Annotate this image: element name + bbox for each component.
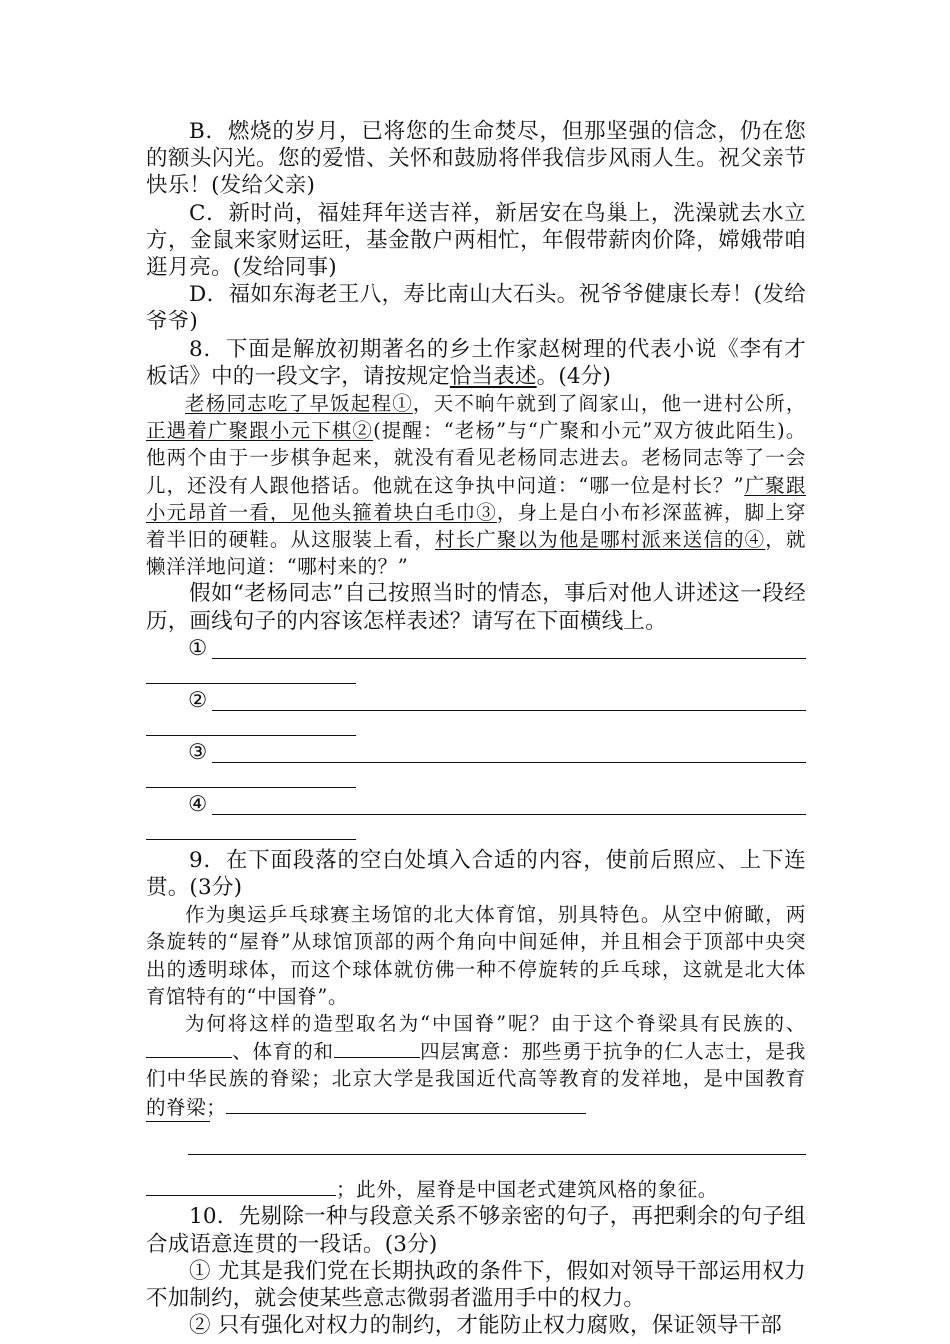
answer-rule — [146, 1121, 210, 1122]
page-content — [146, 118, 806, 1339]
q8-passage-text-3: ，身上是白小布衫深蓝裤，脚上穿着半旧的硬鞋。从这服装上看， — [146, 500, 806, 552]
q9-blank-3-continued[interactable] — [146, 1121, 806, 1148]
q8-passage-text-1: ，天不晌午就到了阎家山，他一进村公所， — [412, 392, 806, 416]
q8-passage — [146, 390, 806, 580]
q8-answer-line-1[interactable] — [146, 635, 806, 687]
answer-rule — [146, 735, 356, 736]
answer-rule — [212, 658, 806, 659]
q7-option-d: D．福如东海老王八，寿比南山大石头。祝爷爷健康长寿！(发给爷爷) — [146, 282, 806, 335]
answer-rule — [146, 839, 356, 840]
answer-rule — [188, 1154, 806, 1155]
answer-rule — [212, 710, 806, 711]
q9-blank-4-row[interactable] — [146, 1148, 806, 1175]
q10-sentence-1: ① 尤其是我们党在长期执政的条件下，假如对领导干部运用权力不加制约，就会使某些意志微弱者滥用手中的权力。 — [146, 1258, 806, 1312]
answer-mark-4: ④ — [188, 791, 208, 817]
q9-stem: 9．在下面段落的空白处填入合适的内容，使前后照应、上下连贯。(3分) — [146, 847, 806, 901]
q8-sentence-2: 正遇着广聚跟小元下棋② — [146, 419, 374, 443]
q9-blank-3[interactable] — [226, 1093, 586, 1114]
q8-answer-line-2[interactable] — [146, 687, 806, 739]
q9-paragraph-2-end — [146, 1175, 806, 1203]
q8-stem — [146, 336, 806, 390]
answer-rule — [146, 683, 356, 684]
q8-sentence-4: 村长广聚以为他是哪村派来送信的④ — [434, 528, 766, 552]
answer-mark-3: ③ — [188, 739, 208, 765]
q7-option-b: B．燃烧的岁月，已将您的生命焚尽，但那坚强的信念，仍在您的额头闪光。您的爱惜、关怀和鼓励将伴我信步风雨人生。祝父亲节快乐！(发给父亲) — [146, 119, 806, 199]
q10-sentence-2: ② 只有强化对权力的制约，才能防止权力腐败，保证领导干部 — [189, 1313, 782, 1339]
q9-text-d: ；此外，屋脊是中国老式建筑风格的象征。 — [336, 1178, 718, 1202]
q8-passage-text-2: (提醒：“老杨”与“广聚和小元”双方彼此陌生)。他两个由于一步棋争起来，就没有看见老杨同志进去。老杨同志等了一会儿，还没有人跟他搭话。他就在这争执中问道：“哪一位是村长？” — [146, 419, 806, 497]
answer-mark-2: ② — [188, 687, 208, 713]
answer-rule — [212, 762, 806, 763]
q9-blank-2[interactable] — [334, 1037, 420, 1058]
q9-blank-4[interactable] — [146, 1175, 336, 1196]
answer-rule — [146, 787, 356, 788]
q9-text-a: 为何将这样的造型取名为“中国脊”呢？由于这个脊梁具有民族的、 — [185, 1012, 806, 1036]
q9-paragraph-1: 作为奥运乒乓球赛主场馆的北大体育馆，别具特色。从空中俯瞰，两条旋转的“屋脊”从球馆顶部的两个角向中间延伸，并且相会于顶部中央突出的透明球体，而这个球体就仿佛一种不停旋转的乒乓球，这就是北大体育馆特有的“中国脊”。 — [146, 903, 806, 1008]
q8-stem-text-b: 。(4分) — [536, 363, 612, 389]
q9-blank-1[interactable] — [146, 1037, 232, 1058]
q8-sentence-3: 广聚跟小元昂首一看，见他头箍着块白毛巾③ — [146, 473, 806, 524]
q8-stem-text-a: 8．下面是解放初期著名的乡土作家赵树理的代表小说《李有才板话》中的一段文字，请按规定 — [146, 336, 806, 389]
q8-answer-line-3[interactable] — [146, 739, 806, 791]
q8-answer-line-4[interactable] — [146, 791, 806, 847]
q9-text-b: 、体育的和 — [232, 1040, 334, 1064]
q9-text-c: 四层寓意：那些勇于抗争的仁人志士，是我们中华民族的脊梁；北京大学是我国近代高等教育的发祥地，是中国教育的脊梁； — [146, 1040, 806, 1119]
answer-mark-1: ① — [188, 635, 208, 661]
q10-stem: 10．先剔除一种与段意关系不够亲密的句子，再把剩余的句子组合成语意连贯的一段话。(3分) — [146, 1204, 806, 1257]
q9-paragraph-2 — [146, 1010, 806, 1121]
q8-instruction: 假如“老杨同志”自己按照当时的情态，事后对他人讲述这一段经历，画线句子的内容该怎样表述？请写在下面横线上。 — [146, 581, 806, 634]
q8-stem-underlined: 恰当表述 — [449, 363, 537, 389]
answer-rule — [212, 814, 806, 815]
q8-sentence-1: 老杨同志吃了早饭起程① — [185, 392, 413, 416]
q7-option-c: C．新时尚，福娃拜年送吉祥，新居安在鸟巢上，洗澡就去水立方，金鼠来家财运旺，基金散户两相忙，年假带薪肉价降，嫦娥带咱逛月亮。(发给同事) — [146, 200, 806, 281]
q8-passage-text-4: ，就懒洋洋地问道：“哪村来的？” — [146, 528, 806, 579]
